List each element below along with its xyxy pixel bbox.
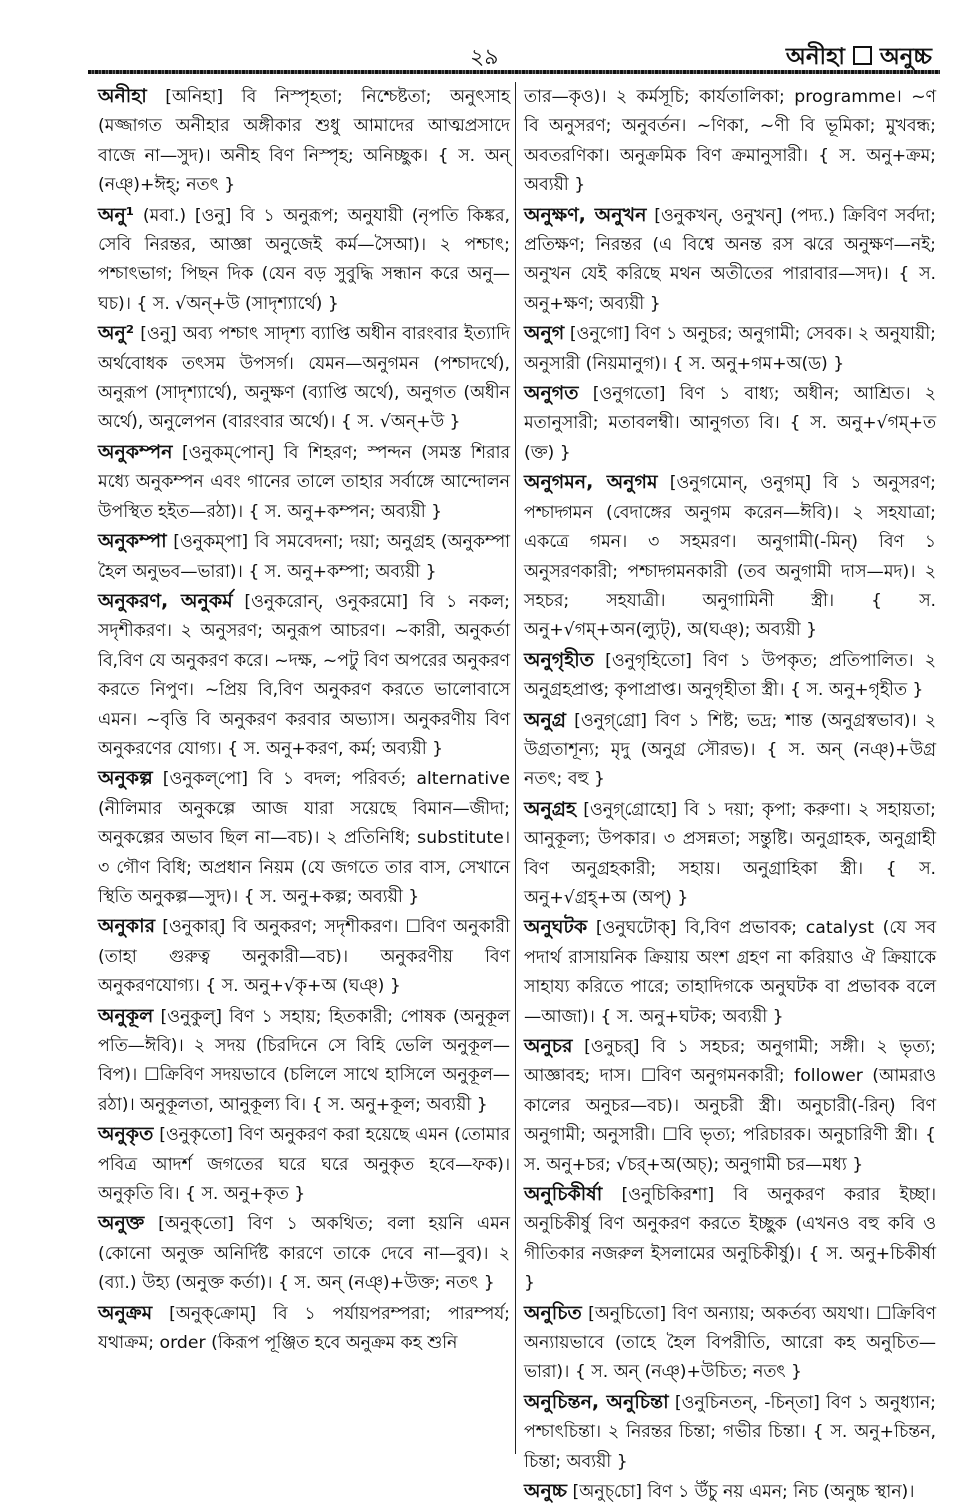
entry-onu-2 (98, 319, 510, 438)
entry-onugo (524, 319, 936, 379)
entry-headword: অনুচ্চ (524, 1480, 568, 1503)
entry-onugrihito (524, 646, 936, 706)
entry-onughotok (524, 913, 936, 1032)
entry-headword: অনুঘটক (524, 916, 588, 939)
entry-body: [ওনুচর্] বি ১ সহচর; অনুগামী; সঙ্গী। ২ ভৃত্য; আজ্ঞাবহ; দাস। ☐বিণ অনুগমনকারী; follower (আমরাও কালের অনুচর—বচ)। অনুচরী স্ত্রী। অনুচারী(-রিন্) বিণ অনুগামী; অনুসারী। ☐বি ভৃত্য; পরিচারক। অনুচারিণী স্ত্রী। { স. অনু+চর; √চর্+অ(অচ্); অনুগামী চর—মধ্য } (524, 1037, 936, 1175)
entry-headword: অনু¹ (98, 203, 135, 226)
entry-body: [ওনুগো] বিণ ১ অনুচর; অনুগামী; সেবক। ২ অনুযায়ী; অনুসারী (নিয়মানুগ)। { স. অনু+গম+অ(ড) } (524, 324, 936, 374)
entry-headword: অনুগ্রহ (524, 797, 577, 820)
entry-onukul (98, 1002, 510, 1121)
entry-onuchcho (524, 1477, 936, 1507)
entry-onukrito (98, 1120, 510, 1209)
entry-headword: অনীহা (98, 85, 147, 107)
entry-body: [ওনুকরোন্, ওনুকরমো] বি ১ নকল; সদৃশীকরণ। ২ অনুসরণ; অনুরূপ আচরণ। ~কারী, অনুকর্তা বি,বিণ যে অনুকরণ করে। ~দক্ষ, ~পটু বিণ অপরের অনুকরণ করতে নিপুণ। ~প্রিয় বি,বিণ অনুকরণ করতে ভালোবাসে এমন। ~বৃত্তি বি অনুকরণ করবার অভ্যাস। অনুকরণীয় বিণ অনুকরণের যোগ্য। { স. অনু+করণ, কর্ম; অব্যয়ী } (98, 591, 511, 759)
entry-onukoron (98, 587, 510, 764)
entry-headword: অনুচিন্তন, অনুচিন্তা (524, 1390, 669, 1413)
entry-headword: অনুগত (524, 382, 579, 405)
entry-headword: অনুগৃহীত (524, 648, 594, 671)
entry-body: [ওনুগমোন্, ওনুগম্] বি ১ অনুসরণ; পশ্চাদ্গমন (বেদাঙ্গের অনুগম করেন—ঈবি)। ২ সহযাত্রা; একত্রে গমন। ৩ সহমরণ। অনুগামী(-মিন্) বিণ ১ অনুসরণকারী; পশ্চাদ্গমনকারী (তব অনুগামী দাস—মদ)। ২ সহচর; সহযাত্রী। অনুগামিনী স্ত্রী। { স. অনু+√গম্+অন(ল্যুট্), অ(ঘঞ্); অব্যয়ী } (524, 473, 936, 641)
entry-body: [অনিহা] বি নিস্পৃহতা; নিশ্চেষ্টতা; অনুৎসাহ (মজ্জাগত অনীহার অঙ্গীকার শুধু আমাদের আত্মপ্রসাদে বাজে না—সুদ)। অনীহ বিণ নিস্পৃহ; অনিচ্ছুক। { স. অন্ (নঞ্)+ঈহ্; নতৎ } (98, 87, 510, 196)
entry-body: [ওনুকম্‌পা] বি সমবেদনা; দয়া; অনুগ্রহ (অনুকম্পা হৈল অনুভব—ভারা)। { স. অনু+কম্পা; অব্যয়ী } (98, 532, 510, 582)
entry-headword: অনু² (98, 322, 135, 345)
entry-onugomon (524, 468, 936, 645)
entry-body: [ওনুকুল্] বিণ ১ সহায়; হিতকারী; পোষক (অনুকূল পতি—ঈবি)। ২ সদয় (চিরদিনে সে বিহি ভেলি অনুকূল—বিপ)। ☐ক্রিবিণ সদয়ভাবে (চলিলে সাথে হাসিলে অনুকূল—রঠা)। অনুকূলতা, আনুকূল্য বি। { স. অনু+কূল; অব্যয়ী } (98, 1006, 510, 1115)
entry-body: [ওনুগতো] বিণ ১ বাধ্য; অধীন; আশ্রিত। ২ মতানুসারী; মতাবলম্বী। আনুগত্য বি। { স. অনু+√গম্+ত (ক্ত) } (524, 384, 936, 463)
entry-onukar (98, 912, 510, 1001)
guide-separator-box-icon (853, 46, 872, 65)
entry-headword: অনুচিত (524, 1301, 582, 1324)
entry-headword: অনুকার (98, 915, 156, 938)
entry-body: [ওনু] অব্য পশ্চাৎ সাদৃশ্য ব্যাপ্তি অধীন বারংবার ইত্যাদি অর্থবোধক তৎসম উপসর্গ। যেমন—অনুগমন (পশ্চাদর্থে), অনুরূপ (সাদৃশ্যার্থে), অনুক্ষণ (ব্যাপ্তি অর্থে), অনুগত (অধীন অর্থে), অনুলেপন (বারংবার অর্থে)। { স. √অন্+উ } (98, 324, 510, 433)
entry-headword: অনুকূল (98, 1004, 154, 1027)
entry-headword: অনুগমন, অনুগম (524, 471, 658, 494)
entry-headword: অনুক্ষণ, অনুখন (524, 203, 647, 226)
entry-body: তার—কৃও)। ২ কর্মসূচি; কার্যতালিকা; programme। ~ণ বি অনুসরণ; অনুবর্তন। ~ণিকা, ~ণী বি ভূমিকা; মুখবন্ধ; অবতরণিকা। অনুক্রমিক বিণ ক্রমানুসারী। { স. অনু+ক্রম; অব্যয়ী } (524, 87, 936, 196)
column-divider (515, 82, 516, 1454)
page-number: ২৯ (470, 45, 499, 70)
entry-headword: অনুকরণ, অনুকর্ম (98, 589, 233, 612)
entry-onuchinton (524, 1388, 936, 1477)
entry-body: (মবা.) [ওনু] বি ১ অনুরূপ; অনুযায়ী (নৃপতি কিঙ্কর, সেবি নিরন্তর, আজ্ঞা অনুজেই কর্ম—সৈআ)। ২ পশ্চাৎ; পশ্চাৎভাগ; পিছন দিক (যেন বড় সুবুদ্ধি সন্ধান করে অনু—ঘচ)। { স. √অন্+উ (সাদৃশ্যার্থে) } (98, 205, 510, 314)
entry-body: [ওনুগ্‌গ্রোহো] বি ১ দয়া; কৃপা; করুণা। ২ সহায়তা; আনুকূল্য; উপকার। ৩ প্রসন্নতা; সন্তুষ্টি। অনুগ্রাহক, অনুগ্রাহী বিণ অনুগ্রহকারী; সহায়। অনুগ্রাহিকা স্ত্রী। { স. অনু+√গ্রহ্+অ (অপ্) } (524, 799, 936, 908)
left-column (98, 82, 510, 1454)
entry-onukompa (98, 527, 510, 587)
entry-headword: অনুক্ত (98, 1212, 145, 1235)
right-column (524, 82, 936, 1503)
entry-onuchor (524, 1032, 936, 1180)
entry-body: [ওনুকখন্, ওনুখন্] (পদ্য.) ক্রিবিণ সর্বদা; প্রতিক্ষণ; নিরন্তর (এ বিশ্বে অনন্ত রস ঝরে অনুক্ষণ—নই; অনুখন যেই করিছে মথন অতীতের পারাবার—সদ)। { স. অনু+ক্ষণ; অব্যয়ী } (524, 205, 936, 314)
guide-word-start: অনীহা (785, 44, 845, 70)
entry-headword: অনুগ (524, 322, 565, 345)
entry-body: [অনুচ্‌চো] বিণ ১ উঁচু নয় এমন; নিচ (অনুচ্চ স্থান)। (567, 1482, 915, 1503)
guide-word-end: অনুচ্চ (879, 44, 932, 70)
page-header (0, 0, 960, 78)
entry-headword: অনুকৃত (98, 1123, 154, 1146)
entry-headword: অনুচিকীর্ষা (524, 1183, 603, 1206)
entry-body: [ওনুকার্] বি অনুকরণ; সদৃশীকরণ। ☐বিণ অনুকারী (তাহা গুরুত্ব অনুকারী—বচ)। অনুকরণীয় বিণ অনুকরণযোগ্য। { স. অনু+√কৃ+অ (ঘঞ্) } (98, 917, 510, 997)
entry-body: [ওনুচিনতন্, -চিন্‌তা] বিণ ১ অনুধ্যান; পশ্চাৎচিন্তা। ২ নিরন্তর চিন্তা; গভীর চিন্তা। { স. অনু+চিন্তন, চিন্তা; অব্যয়ী } (524, 1392, 936, 1472)
entry-onukrom (98, 1299, 510, 1359)
entry-onukkhon (524, 201, 936, 320)
entry-body: [ওনুকল্‌পো] বি ১ বদল; পরিবর্ত; alternative (নীলিমার অনুকল্পে আজ যারা সয়েছে বিমান—জীদা; অনুকল্পের অভাব ছিল না—বচ)। ২ প্রতিনিধি; substitute। ৩ গৌণ বিধি; অপ্রধান নিয়ম (যে জগতে তার বাস, সেখানে স্থিতি অনুকল্প—সুদ)। { স. অনু+কল্প; অব্যয়ী } (98, 769, 510, 907)
entry-onukompon (98, 438, 510, 527)
entry-onugroho (524, 795, 936, 914)
entry-body: [ওনুগৃহিতো] বিণ ১ উপকৃত; প্রতিপালিত। ২ অনুগ্রহপ্রাপ্ত; কৃপাপ্রাপ্ত। অনুগৃহীতা স্ত্রী। { স. অনু+গৃহীত } (524, 650, 936, 701)
entry-onukolpo (98, 764, 510, 912)
entry-body: [অনুক্‌ক্রোম্] বি ১ পর্যায়পরম্পরা; পারম্পর্য; যথাক্রম; order (কিরূপ পূঞ্জিত হবে অনুক্রম কহ শুনি (98, 1303, 510, 1354)
entry-body: [অনুক্‌তো] বিণ ১ অকথিত; বলা হয়নি এমন (কোনো অনুক্ত অনির্দিষ্ট কারণে তাকে দেবে না—বুব)। ২ (ব্যা.) উহ্য (অনুক্ত কর্তা)। { স. অন্ (নঞ্)+উক্ত; নতৎ } (98, 1214, 510, 1294)
entry-headword: অনুকল্প (98, 767, 153, 790)
header-rule (88, 70, 940, 74)
entry-headword: অনুকম্পা (98, 530, 167, 553)
entry-oniha (98, 82, 510, 201)
entry-headword: অনুকম্পন (98, 440, 173, 463)
entry-headword: অনুচর (524, 1035, 573, 1057)
entry-onuchikirsha (524, 1180, 936, 1299)
entry-body: [ওনুকম্‌পোন্] বি শিহরণ; স্পন্দন (সমস্ত শিরার মধ্যে অনুকম্পন এবং গানের তালে তাহার সর্বাঙ্গে আন্দোলন উপস্থিত হইত—রঠা)। { স. অনু+কম্পন; অব্যয়ী } (98, 442, 510, 522)
entry-body: [অনুচিতো] বিণ অন্যায়; অকর্তব্য অযথা। ☐ক্রিবিণ অন্যায়ভাবে (তাহে হৈল বিপরীতি, আরো কহ অনুচিত—ভারা)। { স. অন্ (নঞ্)+উচিত; নতৎ } (524, 1303, 936, 1383)
entry-onuchito (524, 1299, 936, 1388)
entry-onugoto (524, 379, 936, 468)
entry-body: [ওনুকৃতো] বিণ অনুকরণ করা হয়েছে এমন (তোমার পবিত্র আদর্শ জগতের ঘরে ঘরে অনুকৃত হবে—ফক)। অনুকৃতি বি। { স. অনু+কৃত } (98, 1125, 510, 1205)
entry-body: [ওনুচিকিরশা] বি অনুকরণ করার ইচ্ছা। অনুচিকীর্ষু বিণ অনুকরণ করতে ইচ্ছুক (এখনও বহু কবি ও গীতিকার নজরুল ইসলামের অনুচিকীর্ষু)। { স. অনু+চিকীর্ষা } (524, 1185, 936, 1294)
entry-headword: অনুক্রম (98, 1301, 153, 1324)
entry-onu-1 (98, 201, 510, 320)
entry-body: [ওনুগ্‌গ্রো] বিণ ১ শিষ্ট; ভদ্র; শান্ত (অনুগ্রস্বভাব)। ২ উগ্রতাশূন্য; মৃদু (অনুগ্র সৌরভ)। { স. অন্ (নঞ্)+উগ্র নতৎ; বহু } (524, 710, 936, 790)
entry-onukrom-continued (524, 82, 936, 201)
entry-onukto (98, 1209, 510, 1298)
entry-onugro (524, 706, 936, 795)
entry-headword: অনুগ্র (524, 708, 567, 731)
entry-body: [ওনুঘটোক্] বি,বিণ প্রভাবক; catalyst (যে সব পদার্থ রাসায়নিক ক্রিয়ায় অংশ গ্রহণ না করিয়াও ঐ ক্রিয়াকে সাহায্য করিতে পারে; তাহাদিগকে অনুঘটক বা প্রভাবক বলে—আজা)। { স. অনু+ঘটক; অব্যয়ী } (524, 918, 936, 1027)
